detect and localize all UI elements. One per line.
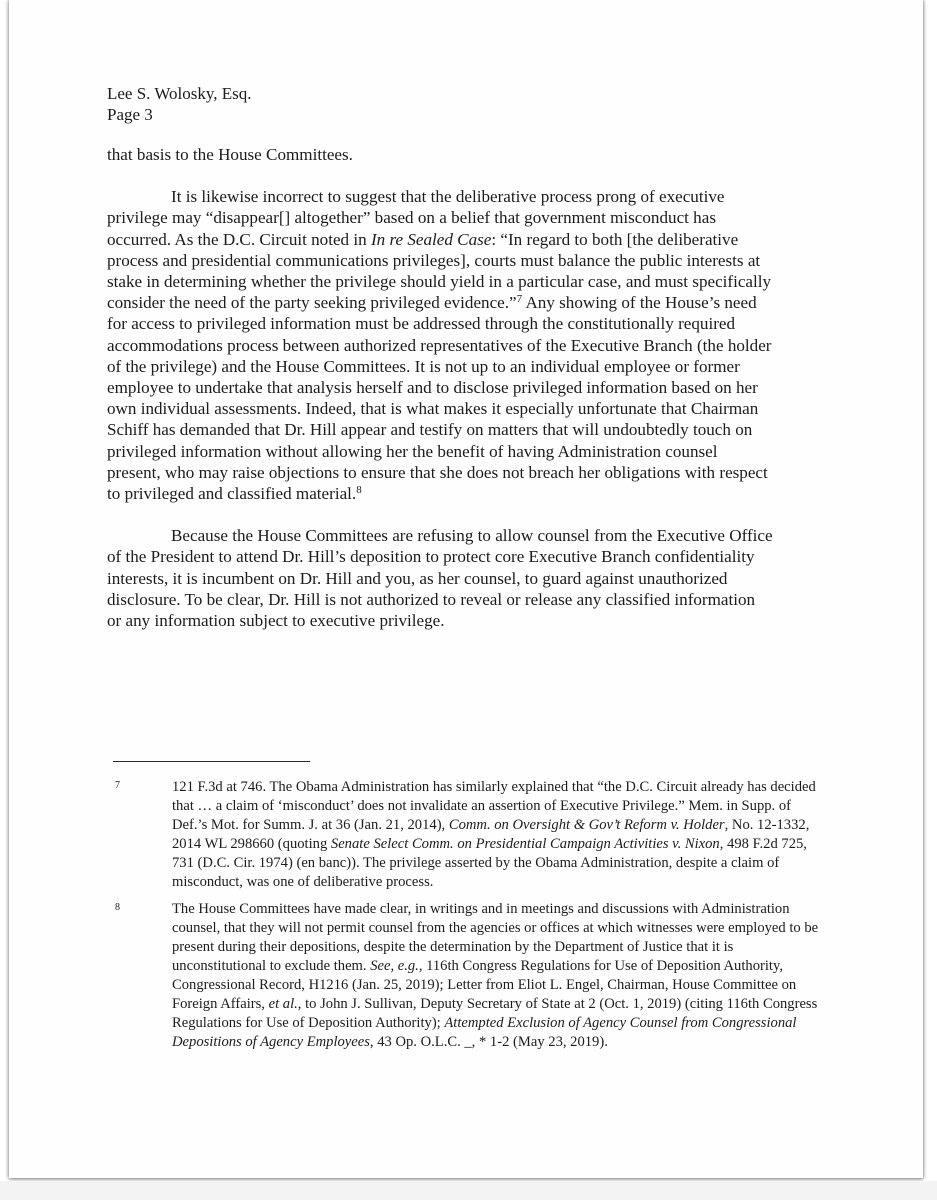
- body-line: Because the House Committees are refusing to allow counsel from the Executive Office: [171, 526, 773, 546]
- footnote-8: [113, 900, 833, 1052]
- footnote-line: misconduct, was one of deliberative process.: [172, 874, 434, 890]
- page-number: Page 3: [107, 105, 153, 124]
- footnote-line: 121 F.3d at 746. The Obama Administration has similarly explained that “the D.C. Circuit already has decided: [172, 779, 816, 795]
- body-line: for access to privileged information must be addressed through the constitutionally required: [107, 314, 736, 334]
- addressee-line: Lee S. Wolosky, Esq.: [107, 84, 252, 103]
- footnote-line: The House Committees have made clear, in writings and in meetings and discussions with Administration: [172, 901, 790, 917]
- body-line: It is likewise incorrect to suggest that the deliberative process prong of executive: [171, 187, 725, 207]
- footnote-7: [113, 778, 833, 892]
- body-line: interests, it is incumbent on Dr. Hill and you, as her counsel, to guard against unauthorized: [107, 568, 728, 588]
- body-line: employee to undertake that analysis herself and to disclose privileged information based on her: [107, 378, 758, 398]
- footnote-line: Regulations for Use of Deposition Authority); Attempted Exclusion of Agency Counsel from Congressional: [172, 1015, 797, 1031]
- footnote-ref-7: 7: [516, 293, 523, 306]
- body-line: or any information subject to executive privilege.: [107, 611, 445, 631]
- body-line: occurred. As the D.C. Circuit noted in In re Sealed Case: “In regard to both [the deliberative: [107, 229, 739, 249]
- footnotes: [113, 778, 833, 1060]
- body-line: to privileged and classified material.$^8$: [107, 484, 362, 504]
- footnote-line: that … a claim of ‘misconduct’ does not invalidate an assertion of Executive Privilege.” Mem. in Supp. of: [172, 798, 791, 814]
- body-line: own individual assessments. Indeed, that is what makes it especially unfortunate that Chairman: [107, 399, 759, 419]
- signal-citation: et al.: [268, 996, 298, 1012]
- footnote-line: 731 (D.C. Cir. 1974) (en banc)). The privilege asserted by the Obama Administration, despite a claim of: [172, 855, 780, 871]
- footnote-line: unconstitutional to exclude them. See, e.g., 116th Congress Regulations for Use of Deposition Authority,: [172, 958, 783, 974]
- document-title: Attempted Exclusion of Agency Counsel from Congressional: [444, 1015, 797, 1031]
- letter-body: [107, 144, 824, 631]
- body-line: disclosure. To be clear, Dr. Hill is not authorized to reveal or release any classified information: [107, 589, 756, 609]
- body-line: accommodations process between authorized representatives of the Executive Branch (the holder: [107, 335, 772, 355]
- case-name: Comm. on Oversight & Gov’t Reform v. Holder: [448, 817, 725, 833]
- case-name: In re Sealed Case: [370, 229, 492, 249]
- signal-citation: See, e.g.: [370, 958, 419, 974]
- body-line: privilege may “disappear[] altogether” based on a belief that government misconduct has: [107, 208, 716, 228]
- footnote-line: present during their depositions, despite the determination by the Department of Justice that it is: [172, 939, 734, 955]
- body-line: of the privilege) and the House Committees. It is not up to an individual employee or former: [107, 356, 740, 376]
- body-line: process and presidential communications privileges], courts must balance the public interests at: [107, 250, 761, 270]
- paragraph-deliberative-process: [107, 186, 824, 504]
- body-line: consider the need of the party seeking privileged evidence.”$^7$ Any showing of the House’s need: [107, 293, 757, 313]
- body-line: of the President to attend Dr. Hill’s deposition to protect core Executive Branch confidentiality: [107, 547, 755, 567]
- letter-header: [107, 83, 252, 125]
- footnote-separator: [113, 761, 310, 762]
- body-line: present, who may raise objections to ensure that she does not breach her obligations with respect: [107, 462, 768, 482]
- footnote-line: Depositions of Agency Employees, 43 Op. O.L.C. _, * 1-2 (May 23, 2019).: [172, 1034, 608, 1050]
- footnote-line: Congressional Record, H1216 (Jan. 25, 2019); Letter from Eliot L. Engel, Chairman, House Committee on: [172, 977, 797, 993]
- footnote-line: 2014 WL 298660 (quoting Senate Select Comm. on Presidential Campaign Activities v. Nixon, 498 F.2d 725,: [172, 836, 807, 852]
- footnote-line: Def.’s Mot. for Summ. J. at 36 (Jan. 21, 2014), Comm. on Oversight & Gov’t Reform v. Holder, No. 12-1332,: [172, 817, 810, 833]
- body-line: Schiff has demanded that Dr. Hill appear and testify on matters that will undoubtedly touch on: [107, 420, 753, 440]
- footnote-ref-8: 8: [356, 484, 362, 497]
- footnote-number: 7: [115, 780, 120, 791]
- footnote-line: Foreign Affairs, et al., to John J. Sullivan, Deputy Secretary of State at 2 (Oct. 1, 2019) (citing 116th Congress: [172, 996, 818, 1012]
- body-line: stake in determining whether the privilege should yield in a particular case, and must specifically: [107, 272, 772, 292]
- document-title: Depositions of Agency Employees: [172, 1034, 370, 1050]
- paragraph-counsel: [107, 525, 824, 631]
- page-bottom-margin: [0, 1181, 937, 1200]
- footnote-number: 8: [115, 902, 120, 913]
- case-name: Senate Select Comm. on Presidential Campaign Activities v. Nixon: [330, 836, 720, 852]
- footnote-line: counsel, that they will not permit counsel from the agencies or offices at which witnesses were employed to be: [172, 920, 819, 936]
- paragraph-continuation: that basis to the House Committees.: [107, 145, 353, 164]
- body-line: privileged information without allowing her the benefit of having Administration counsel: [107, 441, 718, 461]
